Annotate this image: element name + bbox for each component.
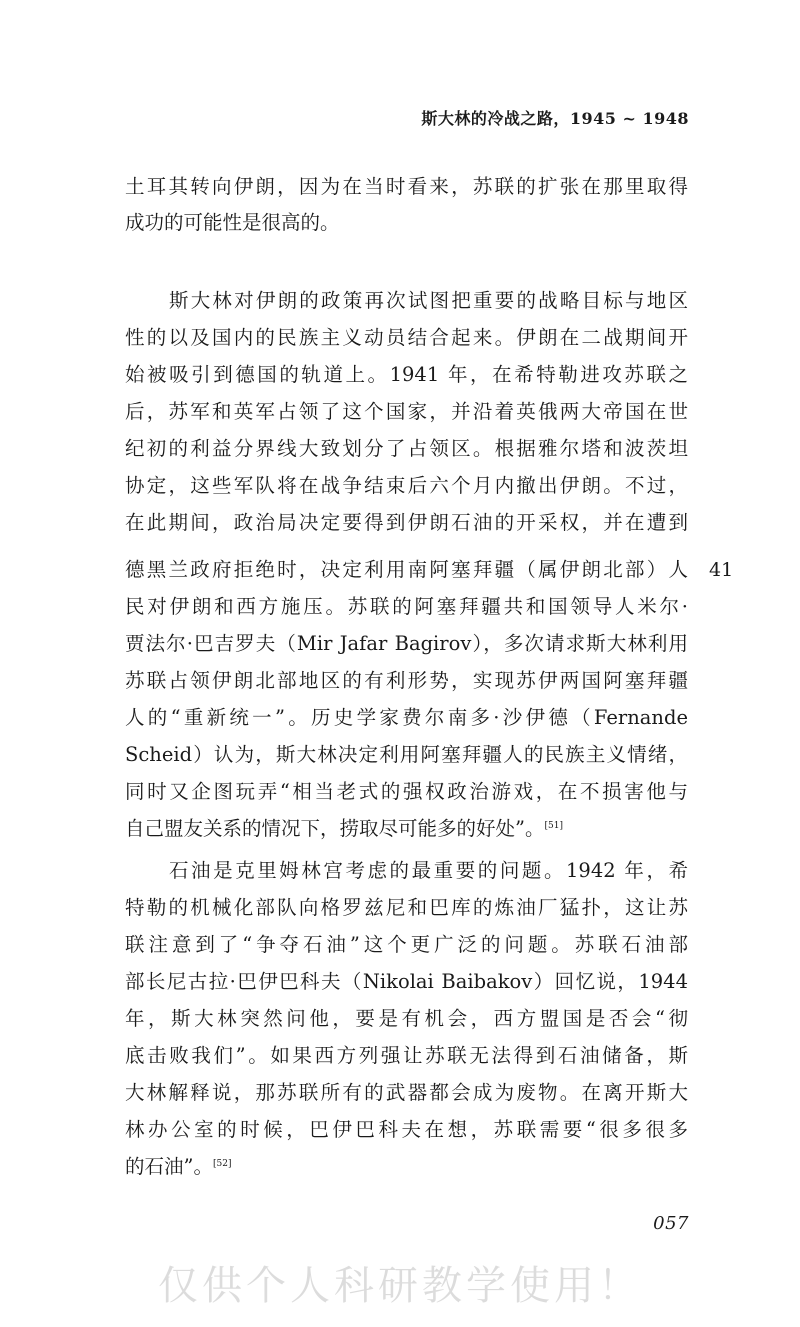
watermark: 仅供个人科研教学使用！ (158, 1263, 642, 1309)
text-line: 德黑兰政府拒绝时，决定利用南阿塞拜疆（属伊朗北部）人 (125, 558, 688, 581)
text-line: 同时又企图玩弄“相当老式的强权政治游戏，在不损害他与 (125, 780, 688, 803)
text-line (125, 811, 688, 847)
text-line: 在此期间，政治局决定要得到伊朗石油的开采权，并在遭到 (125, 511, 688, 534)
footnote-ref[interactable]: [51] (544, 820, 563, 831)
page-number: 057 (653, 1213, 689, 1234)
text-line: 成功的可能性是很高的。 (125, 211, 340, 234)
text-line: 纪初的利益分界线大致划分了占领区。根据雅尔塔和波茨坦 (125, 437, 688, 460)
text-line: 联注意到了“争夺石油”这个更广泛的问题。苏联石油部 (125, 933, 688, 956)
text-line: 大林解释说，那苏联所有的武器都会成为废物。在离开斯大 (125, 1081, 688, 1104)
text-line: 底击败我们”。如果西方列强让苏联无法得到石油储备，斯 (125, 1044, 688, 1067)
text-line: 始被吸引到德国的轨道上。1941 年，在希特勒进攻苏联之 (125, 363, 688, 386)
margin-page-number: 41 (709, 559, 734, 581)
text-line: 斯大林对伊朗的政策再次试图把重要的战略目标与地区 (169, 289, 688, 312)
text-line: 特勒的机械化部队向格罗兹尼和巴库的炼油厂猛扑，这让苏 (125, 896, 688, 919)
running-head: 斯大林的冷战之路，1945 ~ 1948 (421, 109, 689, 128)
text-span: 自己盟友关系的情况下，捞取尽可能多的好处”。 (125, 817, 545, 840)
text-line: 性的以及国内的民族主义动员结合起来。伊朗在二战期间开 (125, 326, 688, 349)
text-line: 石油是克里姆林宫考虑的最重要的问题。1942 年，希 (169, 859, 688, 882)
text-line: 民对伊朗和西方施压。苏联的阿塞拜疆共和国领导人米尔· (125, 595, 688, 618)
text-line: Scheid）认为，斯大林决定利用阿塞拜疆人的民族主义情绪， (125, 743, 688, 766)
text-line (125, 1149, 688, 1185)
text-line: 土耳其转向伊朗，因为在当时看来，苏联的扩张在那里取得 (125, 175, 688, 198)
text-line: 贾法尔·巴吉罗夫（Mir Jafar Bagirov），多次请求斯大林利用 (125, 632, 688, 655)
text-line: 苏联占领伊朗北部地区的有利形势，实现苏伊两国阿塞拜疆 (125, 669, 688, 692)
text-span: 的石油”。 (125, 1155, 213, 1178)
footnote-ref[interactable]: [52] (212, 1158, 232, 1169)
text-line: 人的“重新统一”。历史学家费尔南多·沙伊德（Fernande (125, 706, 688, 729)
text-line: 年，斯大林突然问他，要是有机会，西方盟国是否会“彻 (125, 1007, 688, 1030)
text-line: 部长尼古拉·巴伊巴科夫（Nikolai Baibakov）回忆说，1944 (125, 970, 688, 993)
text-line: 林办公室的时候，巴伊巴科夫在想，苏联需要“很多很多 (125, 1118, 688, 1141)
text-line: 协定，这些军队将在战争结束后六个月内撤出伊朗。不过， (125, 474, 688, 497)
text-line: 后，苏军和英军占领了这个国家，并沿着英俄两大帝国在世 (125, 400, 688, 423)
